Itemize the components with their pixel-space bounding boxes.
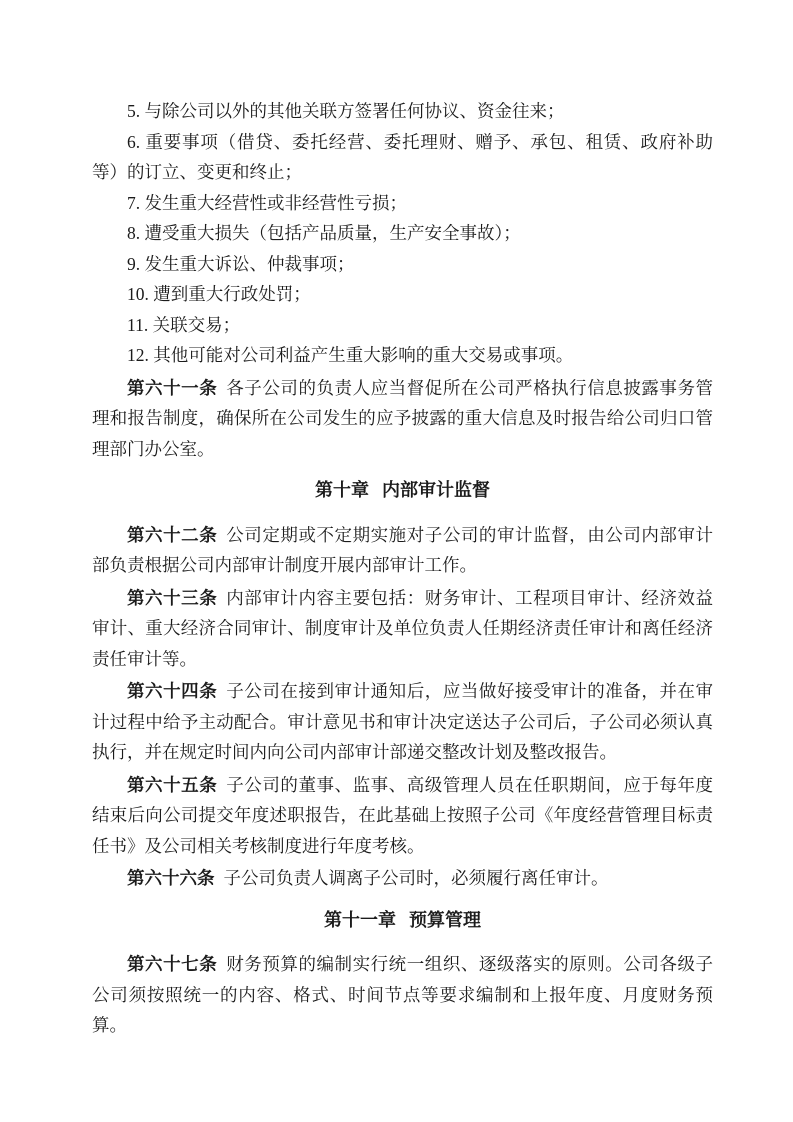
article-paragraph (92, 520, 713, 581)
chapter-title: 内部审计监督 (382, 480, 490, 500)
article-number-label: 第六十六条 (127, 868, 215, 888)
paragraph-text: 8. 遭受重大损失（包括产品质量，生产安全事故）； (127, 223, 521, 243)
paragraph-text: 各子公司的负责人应当督促所在公司严格执行信息披露事务管理和报告制度，确保所在公司发生的应予披露的重大信息及时报告给公司归口管理部门办公室。 (92, 377, 714, 459)
numbered-item (92, 279, 713, 310)
paragraph-text: 内部审计内容主要包括：财务审计、工程项目审计、经济效益审计、重大经济合同审计、制度审计及单位负责人任期经济责任审计和离任经济责任审计等。 (92, 587, 714, 669)
chapter-heading (92, 475, 713, 506)
paragraph-text: 6. 重要事项（借贷、委托经营、委托理财、赠予、承包、租赁、政府补助等）的订立、变更和终止； (92, 131, 713, 182)
paragraph-text: 7. 发生重大经营性或非经营性亏损； (127, 192, 407, 213)
article-number-label: 第六十一条 (127, 377, 218, 398)
article-paragraph (92, 770, 713, 862)
numbered-item (92, 310, 713, 341)
paragraph-text: 9. 发生重大诉讼、仲裁事项； (127, 253, 355, 274)
paragraph-text: 子公司的董事、监事、高级管理人员在任职期间，应于每年度结束后向公司提交年度述职报告，在此基础上按照子公司《年度经营管理目标责任书》及公司相关考核制度进行年度考核。 (92, 774, 714, 856)
article-paragraph (92, 676, 713, 768)
article-number-label: 第六十七条 (127, 954, 218, 974)
paragraph-text: 5. 与除公司以外的其他关联方签署任何协议、资金往来； (127, 101, 565, 121)
article-number-label: 第六十四条 (127, 681, 218, 701)
chapter-number: 第十一章 (324, 909, 396, 930)
numbered-item (92, 218, 713, 249)
article-paragraph (92, 949, 713, 1041)
numbered-item (92, 340, 713, 371)
article-paragraph (92, 373, 713, 465)
numbered-item (92, 249, 713, 280)
paragraph-text: 子公司负责人调离子公司时，必须履行离任审计。 (223, 868, 609, 888)
chapter-number: 第十章 (315, 480, 369, 500)
article-paragraph (92, 863, 713, 894)
chapter-title: 预算管理 (409, 909, 481, 930)
paragraph-text: 12. 其他可能对公司利益产生重大影响的重大交易或事项。 (127, 345, 574, 365)
paragraph-text: 10. 遭到重大行政处罚； (127, 284, 311, 304)
paragraph-text: 子公司在接到审计通知后，应当做好接受审计的准备，并在审计过程中给予主动配合。审计意见书和审计决定送达子公司后，子公司必须认真执行，并在规定时间内向公司内部审计部递交整改计划及整改报告。 (92, 681, 714, 762)
numbered-item (92, 127, 713, 188)
paragraph-text: 11. 关联交易； (127, 314, 241, 335)
numbered-item (92, 188, 713, 219)
paragraph-text: 公司定期或不定期实施对子公司的审计监督，由公司内部审计部负责根据公司内部审计制度开展内部审计工作。 (92, 524, 714, 575)
article-number-label: 第六十二条 (127, 524, 218, 545)
article-number-label: 第六十五条 (127, 774, 218, 795)
paragraph-text: 财务预算的编制实行统一组织、逐级落实的原则。公司各级子公司须按照统一的内容、格式、时间节点等要求编制和上报年度、月度财务预算。 (92, 954, 714, 1035)
article-paragraph (92, 583, 713, 675)
numbered-item (92, 96, 713, 127)
document-body (92, 96, 713, 1041)
chapter-heading (92, 905, 713, 936)
article-number-label: 第六十三条 (127, 587, 218, 608)
